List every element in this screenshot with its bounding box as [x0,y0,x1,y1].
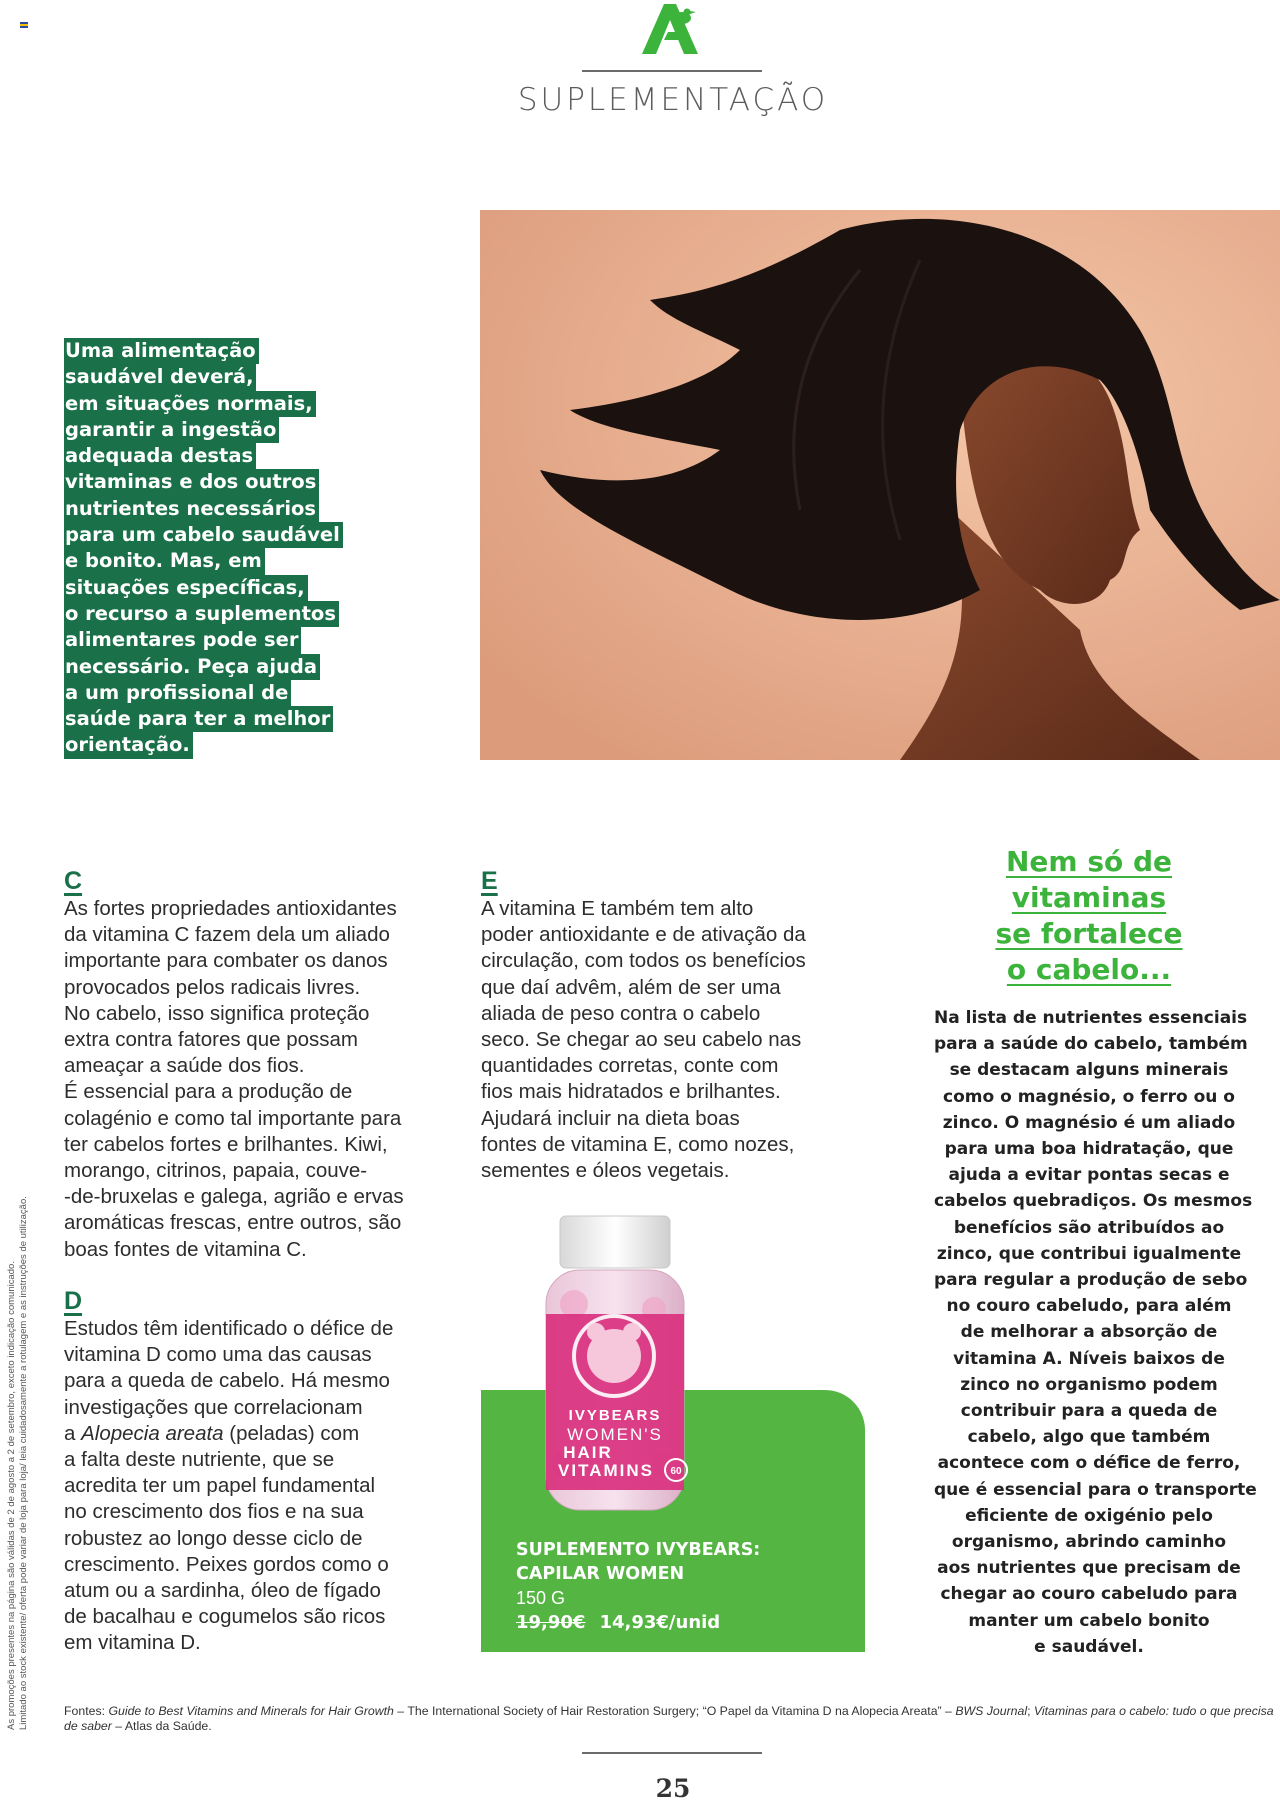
vitamin-c-heading: C [64,867,83,895]
sidebar-line: cabelo, algo que também [967,1427,1211,1448]
body-line [64,1421,464,1447]
intro-line: vitaminas e dos outros [64,469,319,495]
body-line: da vitamina C fazem dela um aliado [64,923,390,947]
sidebar-line: zinco. O magnésio é um aliado [942,1112,1236,1133]
intro-line: saúde para ter a melhor [64,706,333,732]
sidebar-line: aos nutrientes que precisam de [937,1558,1241,1579]
sources-label: Fontes: [64,1704,109,1718]
source-title: BWS Journal [955,1704,1028,1718]
body-line: boas fontes de vitamina C. [64,1237,307,1261]
alopecia-term: Alopecia areata [81,1421,224,1445]
jar-line-1: WOMEN'S [567,1425,663,1444]
body-line: Ajudará incluir na dieta boas [481,1106,740,1130]
body-line: aromáticas frescas, entre outros, são [64,1211,402,1235]
body-line: fontes de vitamina E, como nozes, [481,1132,795,1156]
body-line: A vitamina E também tem alto [481,897,754,920]
source-title: Guide to Best Vitamins and Minerals for Hair Growth [108,1704,394,1718]
sidebar-title-line: o cabelo... [1006,953,1172,986]
vitamin-e-section [481,868,881,1184]
sidebar-line: Na lista de nutrientes essenciais [934,1008,1248,1028]
product-price-row [516,1611,856,1635]
sidebar-line: no couro cabeludo, para além [946,1296,1232,1317]
sidebar-line: cabelos quebradiços. Os mesmos [934,1191,1253,1212]
flag-icon [20,22,28,28]
intro-line: situações específicas, [64,575,308,601]
minerals-sidebar [934,844,1257,1660]
intro-line: necessário. Peça ajuda [64,654,320,680]
sidebar-line: para a saúde do cabelo, também [934,1034,1248,1055]
sources-footnote [64,1704,1280,1734]
body-line: circulação, com todos os benefícios [481,949,806,973]
footer-divider [582,1752,762,1754]
sidebar-line: zinco, que contribui igualmente [936,1243,1242,1264]
sidebar-line: e saudável. [1034,1636,1144,1657]
body-line: morango, citrinos, papaia, couve- [64,1159,368,1183]
body-line: no crescimento dos fios e na sua [64,1500,364,1524]
body-line: Estudos têm identificado o défice de [64,1317,394,1340]
sidebar-line: como o magnésio, o ferro ou o [943,1086,1235,1107]
sidebar-title-line: Nem só de [1005,845,1173,878]
body-line: sementes e óleos vegetais. [481,1159,730,1183]
intro-line: Uma alimentação [64,338,259,364]
body-line: -de-bruxelas e galega, agrião e ervas [64,1185,404,1209]
intro-line: o recurso a suplementos [64,601,339,627]
body-line: robustez ao longo desse ciclo de [64,1526,363,1550]
source-text: ; [1027,1704,1034,1718]
sidebar-line: acontece com o défice de ferro, [937,1453,1241,1474]
section-title: SUPLEMENTAÇÃO [517,82,829,118]
intro-line: a um profissional de [64,680,291,706]
sidebar-line: chegar ao couro cabeludo para [940,1584,1238,1605]
sidebar-line: contribuir para a queda de [960,1401,1218,1422]
body-line: provocados pelos radicais livres. [64,975,361,999]
body-line: É essencial para a produção de [64,1080,353,1104]
intro-line: nutrientes necessários [64,496,319,522]
body-line: vitamina D como uma das causas [64,1343,372,1367]
sidebar-title [934,844,1244,988]
sidebar-line: eficiente de oxigénio pelo [965,1505,1213,1526]
sidebar-line: ajuda a evitar pontas secas e [948,1165,1230,1186]
sidebar-line: zinco no organismo podem [960,1374,1218,1395]
intro-line: alimentares pode ser [64,627,301,653]
intro-callout [64,338,364,759]
vitamin-e-heading: E [481,867,498,895]
body-line: investigações que correlacionam [64,1395,363,1419]
source-text: – Atlas da Saúde. [111,1719,212,1733]
vitamin-d-heading: D [64,1287,83,1315]
body-line: No cabelo, isso significa proteção [64,1001,370,1025]
sidebar-line: benefícios são atribuídos ao [953,1217,1225,1238]
intro-line: e bonito. Mas, em [64,548,265,574]
body-line: colagénio e como tal importante para [64,1106,402,1130]
body-line: a falta deste nutriente, que se [64,1448,335,1472]
body-line: ter cabelos fortes e brilhantes. Kiwi, [64,1132,388,1156]
body-line: em vitamina D. [64,1631,201,1655]
body-line: poder antioxidante e de ativação da [481,923,806,947]
body-line: seco. Se chegar ao seu cabelo nas [481,1028,802,1052]
sidebar-line: que é essencial para o transporte [934,1479,1257,1500]
body-line: que daí advêm, além de ser uma [481,975,781,999]
sidebar-line: para regular a produção de sebo [934,1270,1248,1291]
body-line: importante para combater os danos [64,949,388,973]
intro-line: orientação. [64,732,193,758]
body-line: extra contra fatores que possam [64,1028,358,1052]
legal-note-line-1: As promoções presentes na página são válidas de 2 de agosto a 2 de setembro, exceto indicação comunicado. [6,1261,17,1730]
sidebar-line: organismo, abrindo caminho [951,1532,1227,1553]
body-line: de bacalhau e cogumelos são ricos [64,1605,386,1629]
sidebar-title-line: se fortalece [995,917,1183,950]
sidebar-body [934,1005,1257,1660]
sidebar-line: manter um cabelo bonito [968,1610,1210,1631]
product-size: 150 G [516,1588,566,1608]
hero-photo [480,210,1280,760]
jar-brand: IVYBEARS [568,1407,662,1424]
intro-line: saudável deverá, [64,364,256,390]
source-text: – The International Society of Hair Restoration Surgery; “O Papel da Vitamina D na Alopecia Areata” – [393,1704,956,1718]
intro-line: para um cabelo saudável [64,522,343,548]
vitamin-c-section [64,868,464,1263]
body-line: fios mais hidratados e brilhantes. [481,1080,781,1104]
product-info [516,1538,856,1635]
sidebar-line: de melhorar a absorção de [960,1322,1218,1343]
body-line: As fortes propriedades antioxidantes [64,897,397,920]
brand-logo [640,0,700,56]
vitamin-d-section [64,1288,464,1657]
body-line: crescimento. Peixes gordos como o [64,1552,389,1576]
body-line: para a queda de cabelo. Há mesmo [64,1369,390,1393]
intro-line: em situações normais, [64,391,316,417]
product-name-line-2: CAPILAR WOMEN [516,1564,685,1584]
body-line-prefix: a [64,1421,82,1445]
body-line: atum ou a sardinha, óleo de fígado [64,1579,381,1603]
product-jar-image [524,1214,706,1514]
sidebar-line: para uma boa hidratação, que [944,1139,1234,1160]
body-line: acredita ter um papel fundamental [64,1474,376,1498]
body-line-suffix: (peladas) com [223,1421,360,1445]
intro-line: adequada destas [64,443,256,469]
page-number: 25 [655,1774,691,1803]
sidebar-line: vitamina A. Níveis baixos de [953,1348,1225,1369]
product-name-line-1: SUPLEMENTO IVYBEARS: [516,1540,761,1560]
old-price: 19,90€ [516,1612,586,1633]
legal-note [6,1110,30,1730]
current-price: 14,93€/unid [599,1612,721,1633]
header-divider [582,70,762,72]
body-line: ameaçar a saúde dos fios. [64,1054,305,1078]
body-line: quantidades corretas, conte com [481,1054,779,1078]
jar-line-2: HAIR [563,1443,613,1462]
sidebar-title-line: vitaminas [1011,881,1167,914]
jar-line-3: VITAMINS [558,1461,654,1480]
intro-line: garantir a ingestão [64,417,279,443]
body-line: aliada de peso contra o cabelo [481,1001,761,1025]
source-title: Vitaminas para o cabelo: tudo o que precisa de saber [64,1704,1274,1733]
legal-note-line-2: Limitado ao stock existente/ oferta pode variar de loja para loja/ leia cuidadosamente a rotulagem e as instruções de utilização. [18,1196,29,1730]
jar-badge: 60 [670,1466,682,1477]
sidebar-line: se destacam alguns minerais [949,1060,1229,1081]
